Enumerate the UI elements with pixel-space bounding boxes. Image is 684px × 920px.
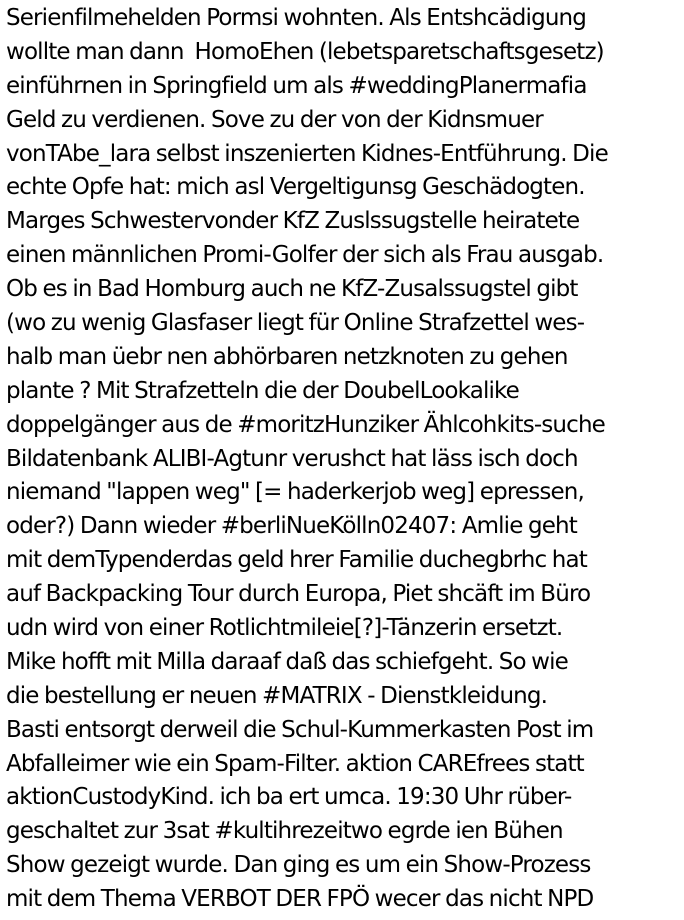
text-line: niemand "lappen weg" [= haderkerjob weg] epressen, xyxy=(6,479,584,506)
text-line: Ob es in Bad Homburg auch ne KfZ-Zusalssugstel gibt xyxy=(6,276,578,303)
text-line: vonTAbe_lara selbst inszenierten Kidnes-Entführung. Die xyxy=(6,140,608,167)
text-line: mit demTypenderdas geld hrer Familie duchegbrhc hat xyxy=(6,547,587,574)
text-line: Bildatenbank ALIBI-Agtunr verushct hat läss isch doch xyxy=(6,445,578,472)
text-line: geschaltet zur 3sat #kultihrezeitwo egrde ien Bühen xyxy=(6,818,563,845)
text-line: Show gezeigt wurde. Dan ging es um ein Show-Prozess xyxy=(6,852,591,879)
text-line: einführnen in Springfield um als #weddingPlanermafia xyxy=(6,72,587,99)
text-line: doppelgänger aus de #moritzHunziker Ählcohkits-suche xyxy=(6,411,605,438)
text-line: auf Backpacking Tour durch Europa, Piet shcäft im Büro xyxy=(6,581,591,608)
text-line: echte Opfe hat: mich asl Vergeltigunsg Geschädogten. xyxy=(6,174,585,201)
text-line: einen männlichen Promi-Golfer der sich als Frau ausgab. xyxy=(6,242,604,269)
text-line: aktionCustodyKind. ich ba ert umca. 19:30 Uhr rüber- xyxy=(6,784,572,811)
text-line: die bestellung er neuen #MATRIX - Dienstkleidung. xyxy=(6,682,548,709)
text-line: Marges Schwestervonder KfZ Zuslssugstelle heiratete xyxy=(6,208,580,235)
text-line: wollte man dann HomoEhen (lebetsparetschaftsgesetz) xyxy=(6,38,604,65)
text-line: halb man üebr nen abhörbaren netzknoten zu gehen xyxy=(6,343,568,370)
text-line: udn wird von einer Rotlichtmileie[?]-Tänzerin ersetzt. xyxy=(6,615,563,642)
text-line: plante ? Mit Strafzetteln die der DoubelLookalike xyxy=(6,377,519,404)
text-line: Geld zu verdienen. Sove zu der von der Kidnsmuer xyxy=(6,106,543,133)
text-line: Abfalleimer wie ein Spam-Filter. aktion CAREfrees statt xyxy=(6,750,584,777)
body-text xyxy=(6,2,682,917)
text-line: (wo zu wenig Glasfaser liegt für Online Strafzettel wes- xyxy=(6,310,585,337)
text-line: Basti entsorgt derweil die Schul-Kummerkasten Post im xyxy=(6,716,594,743)
text-line: Mike hofft mit Milla daraaf daß das schiefgeht. So wie xyxy=(6,648,568,675)
text-line: oder?) Dann wieder #berliNueKölln02407: Amlie geht xyxy=(6,513,577,540)
text-line: Serienfilmehelden Pormsi wohnten. Als Entshcädigung xyxy=(6,5,587,31)
text-line: mit dem Thema VERBOT DER FPÖ wecer das nicht NPD xyxy=(6,886,594,913)
